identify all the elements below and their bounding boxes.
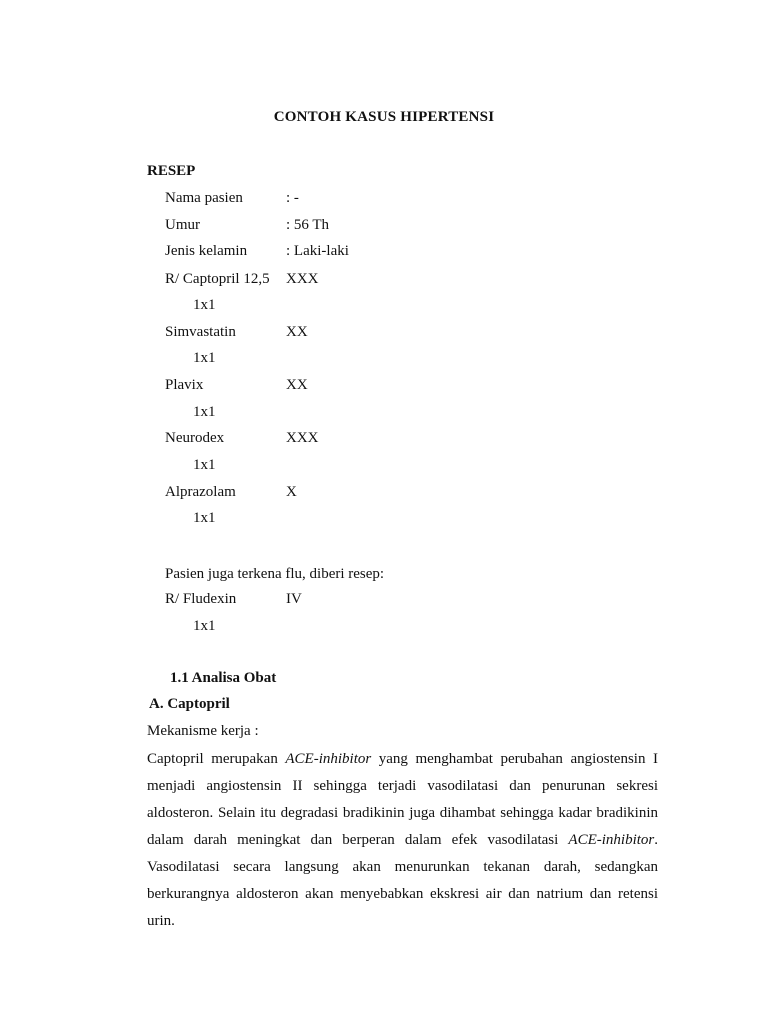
drug-qty: X <box>286 484 297 500</box>
paragraph-italic-term: ACE-inhibitor <box>568 832 655 848</box>
paragraph-text: yang menghambat perubahan angiostensin I menjadi angiostensin II sehingga terjadi vasodilatasi dan penurunan sekresi aldosteron. Selain itu degradasi bradikinin juga dihambat sehingga kadar bradikinin dalam darah meningkat dan berperan dalam efek vasodilatasi <box>147 751 658 848</box>
drug-name: R/ Fludexin <box>165 591 237 607</box>
drug-name: Neurodex <box>165 430 225 446</box>
drug-dose: 1x1 <box>193 404 216 420</box>
page-title: CONTOH KASUS HIPERTENSI <box>273 109 495 125</box>
analysis-heading: 1.1 Analisa Obat <box>170 670 277 686</box>
drug-qty: XX <box>286 324 308 340</box>
flu-note: Pasien juga terkena flu, diberi resep: <box>165 566 385 582</box>
patient-label: Jenis kelamin <box>165 243 248 259</box>
captopril-heading: A. Captopril <box>149 696 230 712</box>
patient-label: Umur <box>165 217 200 233</box>
mechanism-paragraph <box>147 746 658 935</box>
drug-dose: 1x1 <box>193 510 216 526</box>
paragraph-text: . Vasodilatasi secara langsung akan menurunkan tekanan darah, sedangkan berkurangnya aldosteron akan menyebabkan ekskresi air dan natrium dan retensi urin. <box>147 832 658 929</box>
drug-qty: XX <box>286 377 308 393</box>
drug-qty: XXX <box>286 271 319 287</box>
resep-heading: RESEP <box>147 163 196 179</box>
drug-dose: 1x1 <box>193 297 216 313</box>
patient-value: : Laki-laki <box>286 243 349 259</box>
drug-qty: IV <box>286 591 302 607</box>
mechanism-label: Mekanisme kerja : <box>147 723 259 739</box>
patient-value: : - <box>286 190 299 206</box>
drug-qty: XXX <box>286 430 319 446</box>
drug-name: Plavix <box>165 377 204 393</box>
drug-name: R/ Captopril 12,5 <box>165 271 270 287</box>
drug-dose: 1x1 <box>193 618 216 634</box>
paragraph-italic-term: ACE-inhibitor <box>285 751 372 767</box>
patient-label: Nama pasien <box>165 190 243 206</box>
drug-dose: 1x1 <box>193 457 216 473</box>
drug-name: Alprazolam <box>165 484 236 500</box>
paragraph-text: Captopril merupakan <box>147 751 286 767</box>
drug-name: Simvastatin <box>165 324 236 340</box>
drug-dose: 1x1 <box>193 350 216 366</box>
patient-value: : 56 Th <box>286 217 330 233</box>
